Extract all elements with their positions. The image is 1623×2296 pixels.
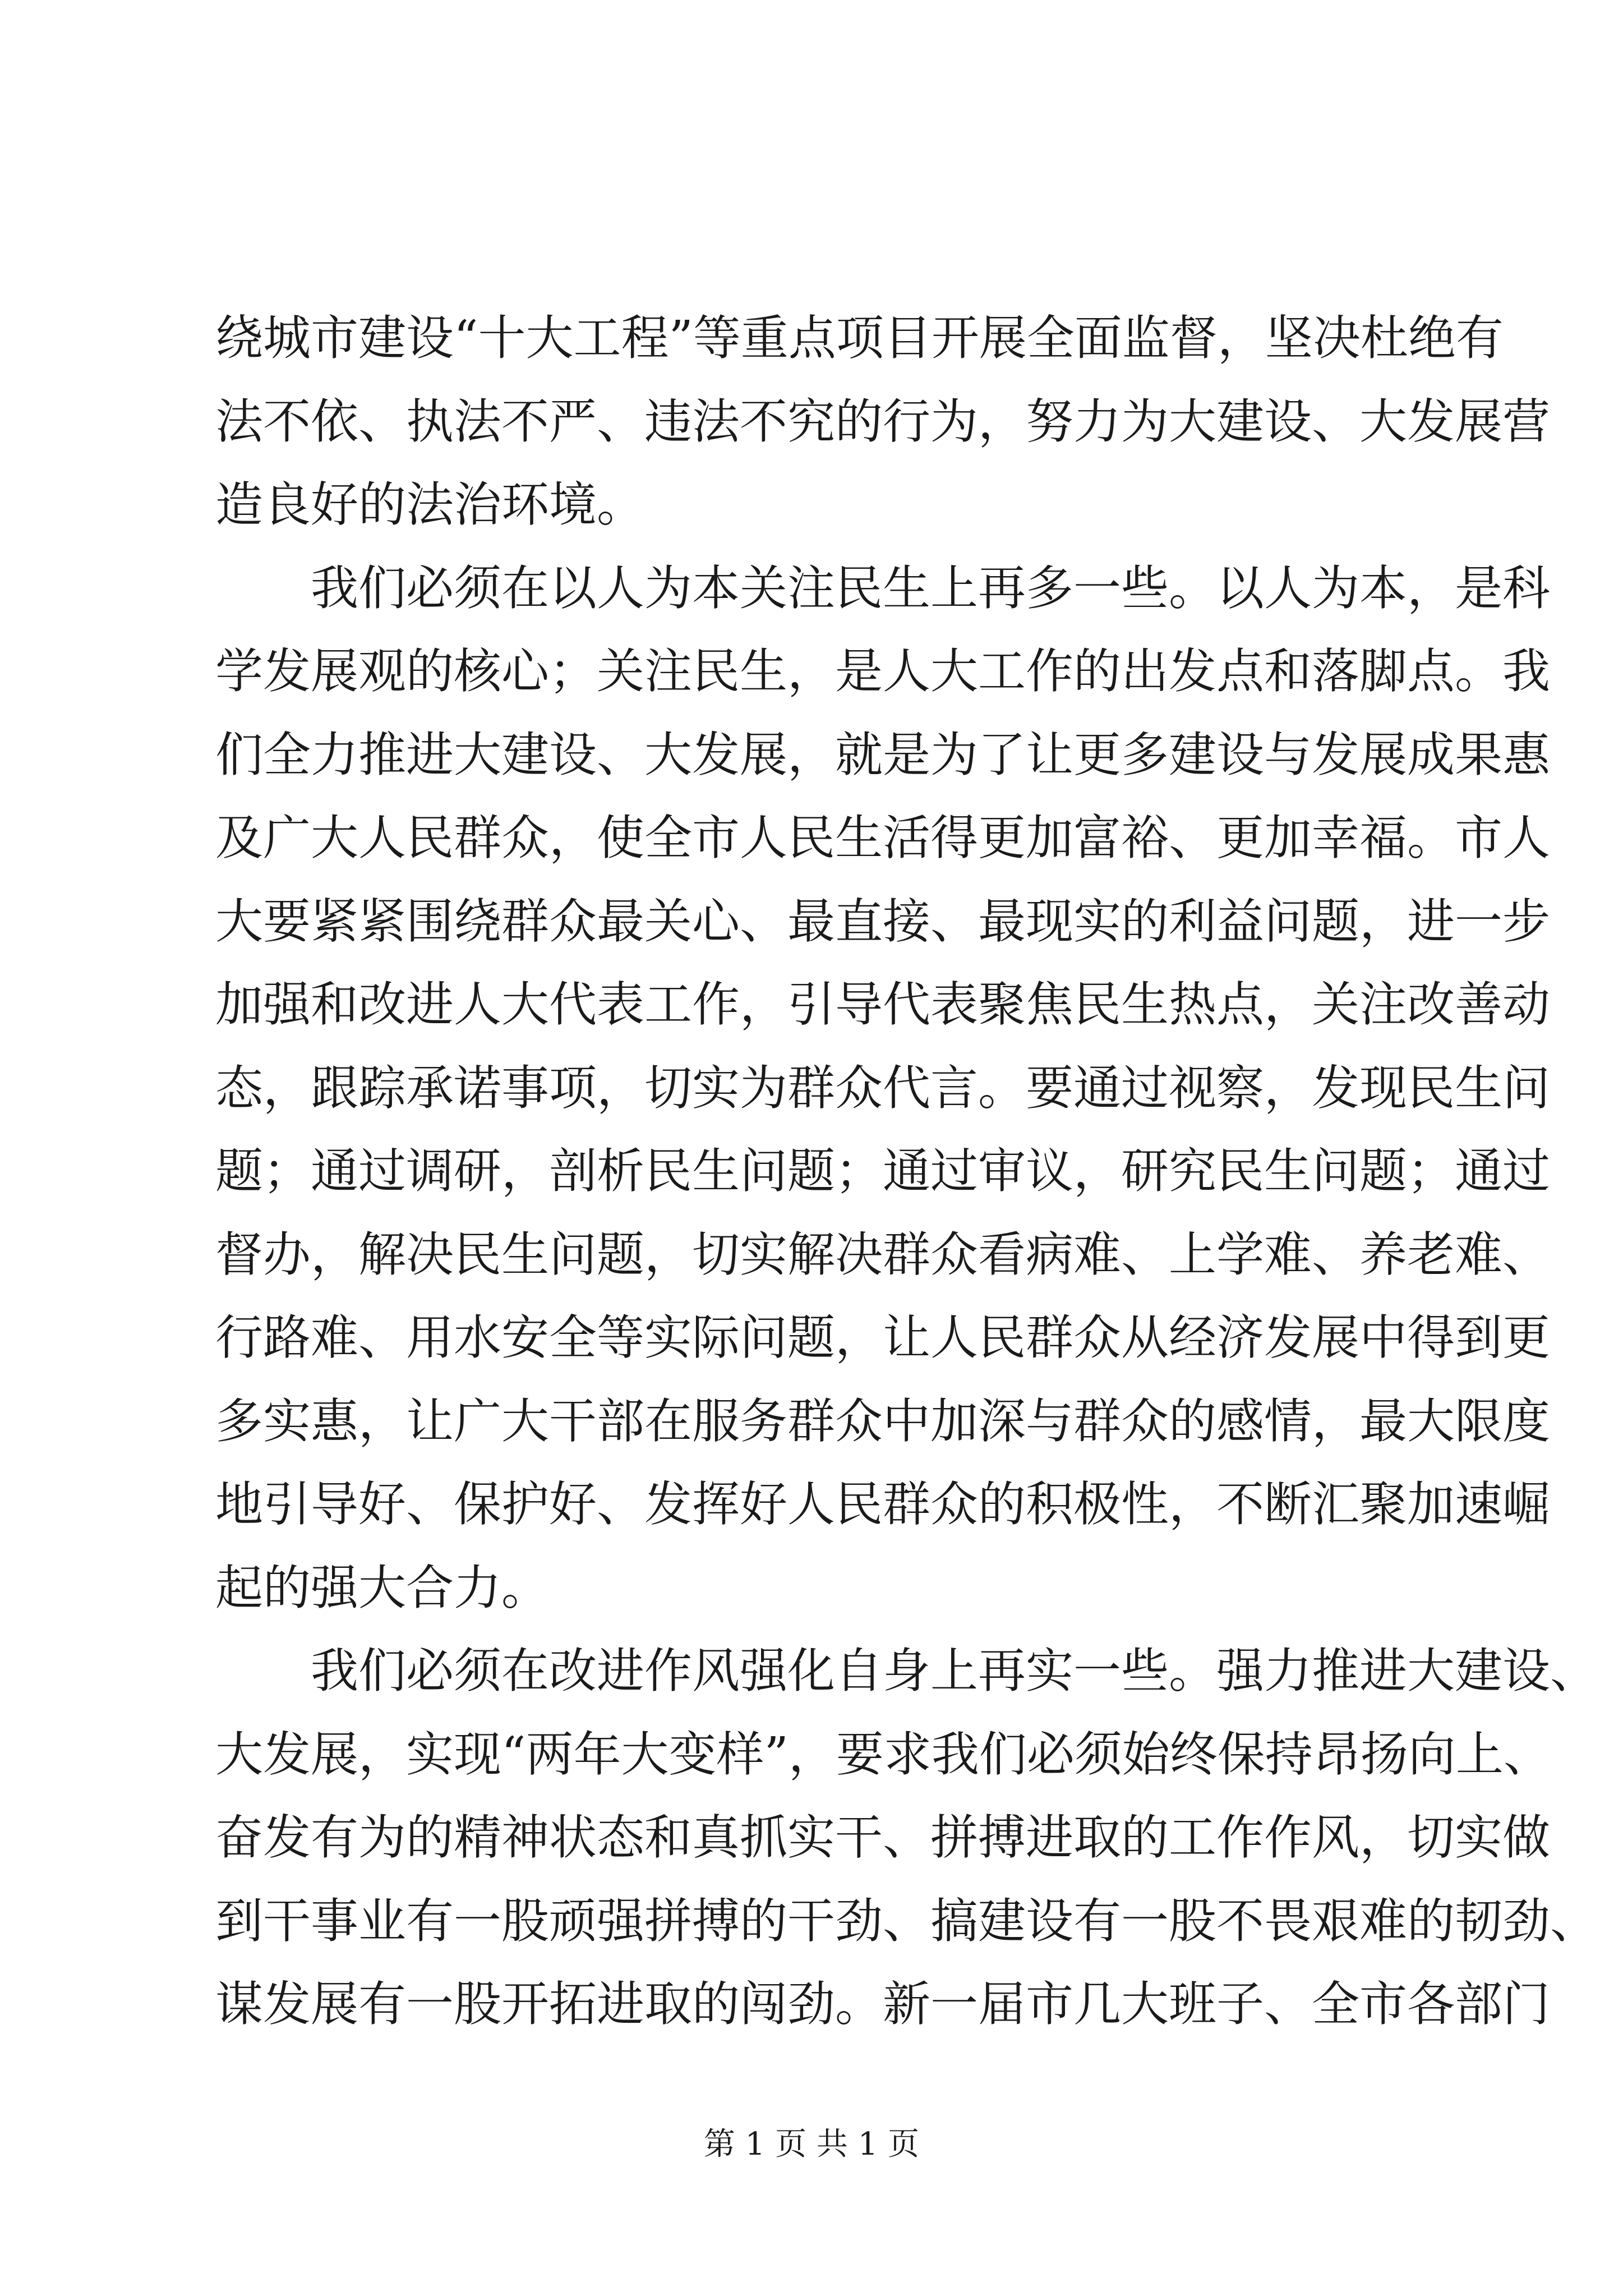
paragraph-line: 绕城市建设“十大工程”等重点项目开展全面监督，坚决杜绝有 — [215, 311, 1504, 366]
page-footer: 第 1 页 共 1 页 — [703, 2126, 920, 2162]
paragraph-line: 大发展，实现“两年大变样”，要求我们必须始终保持昂扬向上、 — [215, 1727, 1551, 1783]
paragraph-line: 督办，解决民生问题，切实解决群众看病难、上学难、养老难、 — [215, 1227, 1551, 1283]
paragraph-line: 奋发有为的精神状态和真抓实干、拼搏进取的工作作风，切实做 — [215, 1810, 1551, 1866]
paragraph-line: 态，跟踪承诺事项，切实为群众代言。要通过视察，发现民生问 — [215, 1060, 1551, 1116]
paragraph-line: 加强和改进人大代表工作，引导代表聚焦民生热点，关注改善动 — [215, 977, 1551, 1033]
document-body — [215, 297, 1598, 2047]
paragraph-line: 我们必须在以人为本关注民生上再多一些。以人为本，是科 — [311, 560, 1551, 616]
paragraph-line: 多实惠，让广大干部在服务群众中加深与群众的感情，最大限度 — [215, 1393, 1551, 1450]
paragraph-line: 大要紧紧围绕群众最关心、最直接、最现实的利益问题，进一步 — [215, 894, 1551, 950]
paragraph-line: 法不依、执法不严、违法不究的行为，努力为大建设、大发展营 — [215, 394, 1551, 450]
paragraph-line: 到干事业有一股顽强拼搏的干劲、搞建设有一股不畏艰难的韧劲、 — [215, 1893, 1598, 1949]
paragraph-line: 行路难、用水安全等实际问题，让人民群众从经济发展中得到更 — [215, 1310, 1551, 1366]
paragraph-line: 造良好的法治环境。 — [215, 477, 645, 533]
paragraph-line: 题；通过调研，剖析民生问题；通过审议，研究民生问题；通过 — [215, 1144, 1551, 1199]
paragraph-line: 们全力推进大建设、大发展，就是为了让更多建设与发展成果惠 — [215, 727, 1551, 783]
paragraph-line: 起的强大合力。 — [215, 1560, 550, 1616]
paragraph-line: 学发展观的核心；关注民生，是人大工作的出发点和落脚点。我 — [215, 644, 1551, 700]
paragraph-line: 及广大人民群众，使全市人民生活得更加富裕、更加幸福。市人 — [215, 811, 1551, 866]
paragraph-line: 谋发展有一股开拓进取的闯劲。新一届市几大班子、全市各部门 — [215, 1977, 1551, 2032]
paragraph-line: 我们必须在改进作风强化自身上再实一些。强力推进大建设、 — [311, 1644, 1598, 1699]
paragraph-line: 地引导好、保护好、发挥好人民群众的积极性，不断汇聚加速崛 — [215, 1477, 1551, 1533]
